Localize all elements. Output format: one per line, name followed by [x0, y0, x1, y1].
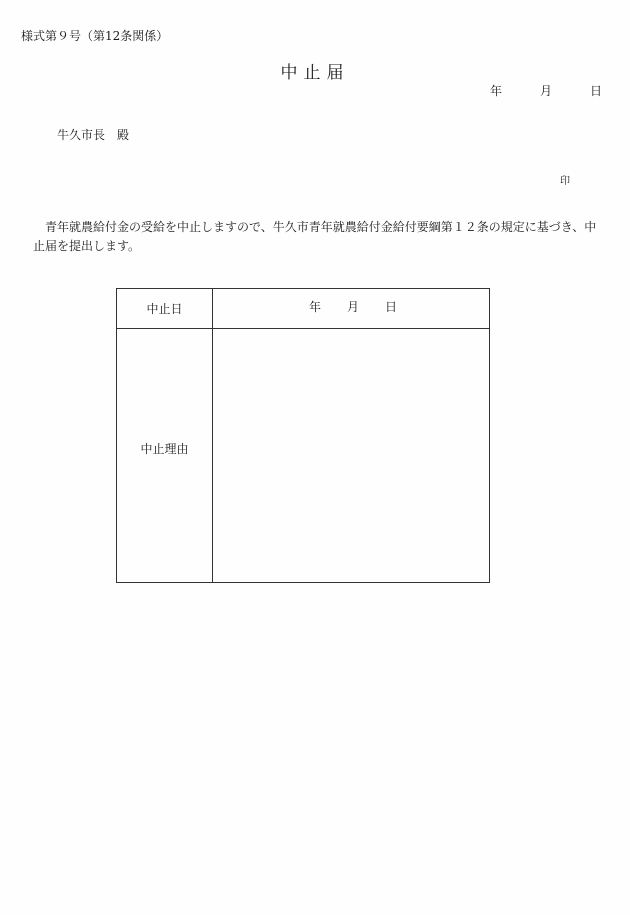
seal-mark: 印	[560, 176, 570, 187]
stop-date-field[interactable]	[213, 289, 490, 329]
stop-date-label: 中止日	[117, 289, 213, 329]
addressee: 牛久市長 殿	[57, 128, 130, 142]
document-title: 中止届	[280, 63, 350, 83]
body-text: 青年就農給付金の受給を中止しますので、牛久市青年就農給付金給付要綱第１２条の規定に基づき、中止届を提出します。	[33, 220, 597, 253]
table-row-reason	[117, 329, 490, 583]
header-date-day: 日	[590, 84, 603, 98]
header-date-year: 年	[490, 84, 503, 98]
stop-date-year: 年	[309, 300, 322, 314]
reason-field[interactable]	[213, 329, 490, 583]
stop-date-day: 日	[385, 300, 398, 314]
form-table	[116, 288, 490, 583]
stop-date-month: 月	[347, 300, 360, 314]
reason-label: 中止理由	[140, 442, 189, 456]
reason-label-cell	[117, 329, 213, 583]
header-date-month: 月	[540, 84, 553, 98]
table-row-stop-date	[117, 289, 490, 329]
form-number: 様式第９号（第12条関係）	[21, 29, 169, 43]
